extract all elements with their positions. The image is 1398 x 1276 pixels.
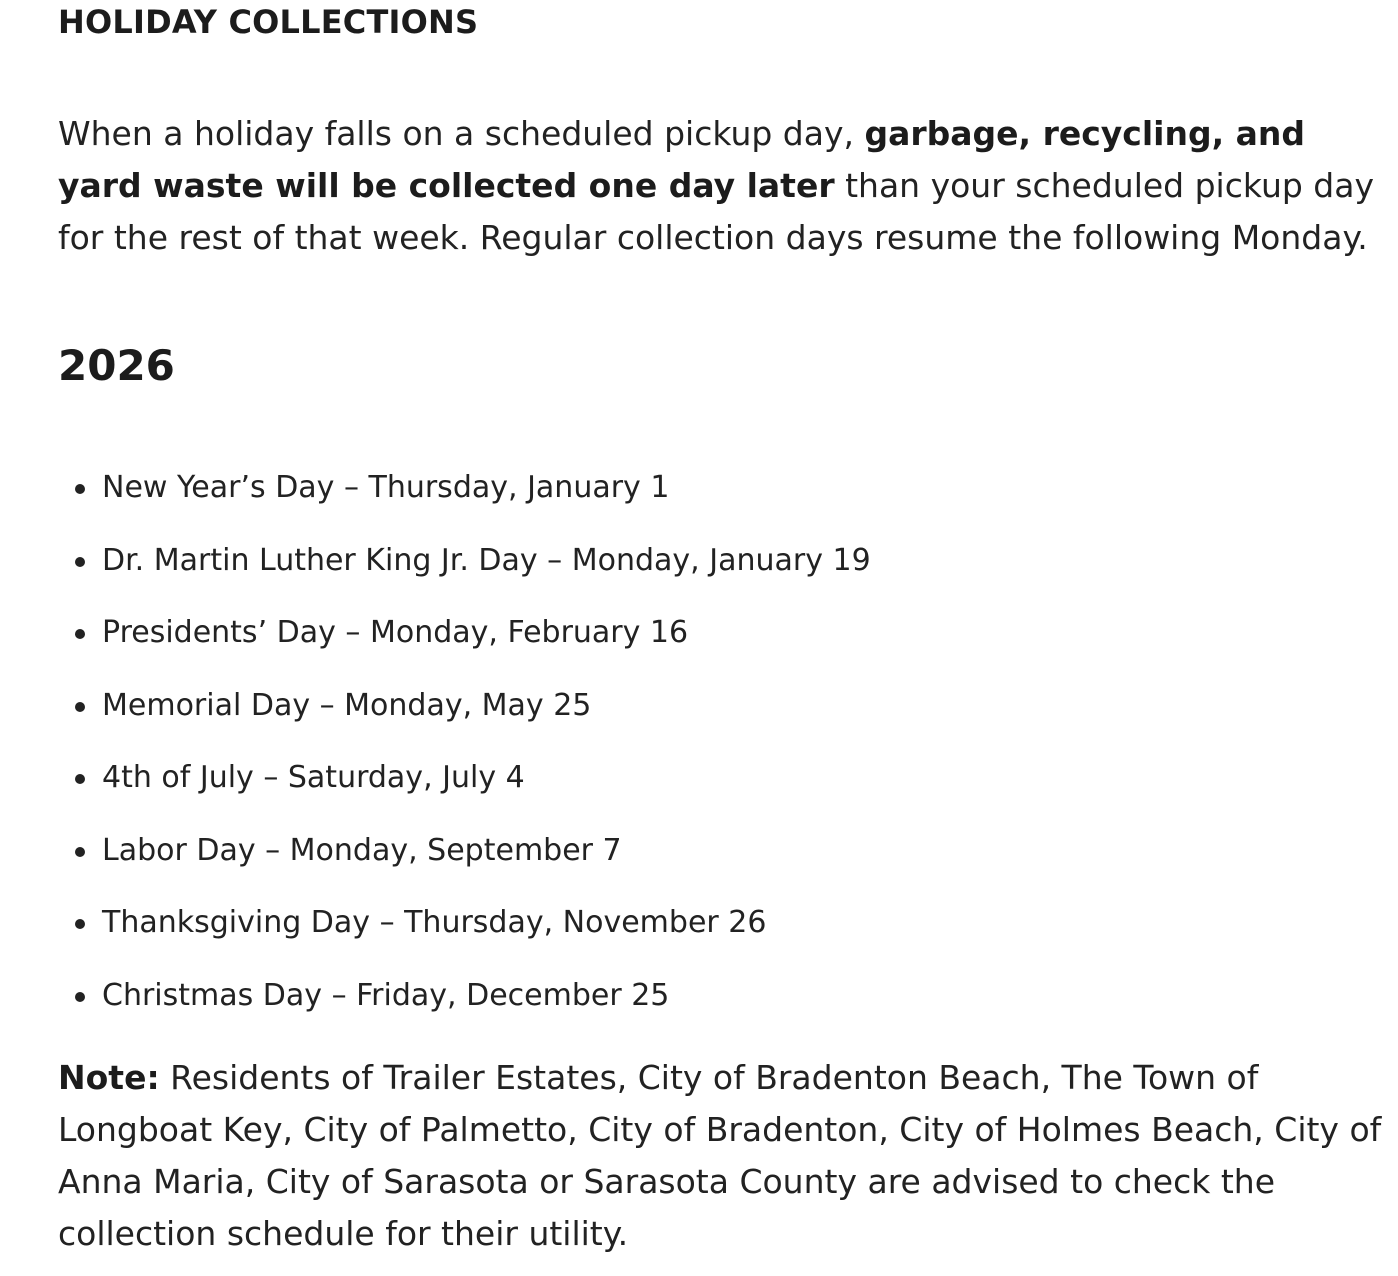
holiday-label: Christmas Day – Friday, December 25 — [102, 977, 670, 1013]
bullet-icon — [75, 992, 85, 1002]
list-item — [58, 976, 1388, 1016]
holiday-label: Thanksgiving Day – Thursday, November 26 — [102, 905, 767, 940]
intro-paragraph — [58, 108, 1388, 264]
list-item — [58, 468, 1388, 508]
holiday-label: 4th of July – Saturday, July 4 — [102, 760, 525, 795]
holiday-label: Memorial Day – Monday, May 25 — [102, 687, 592, 723]
holiday-collections-section — [58, 0, 1388, 1260]
bullet-icon — [75, 847, 85, 857]
bullet-icon — [75, 774, 85, 784]
holiday-label: Dr. Martin Luther King Jr. Day – Monday, January 19 — [102, 542, 871, 578]
intro-text-after: than your scheduled pickup day for the rest of that week. Regular collection days resume the following Monday. — [58, 166, 1375, 257]
list-item — [58, 831, 1388, 871]
bullet-icon — [75, 484, 85, 494]
intro-bold-text: garbage, recycling, and yard waste will be collected one day later — [58, 114, 1306, 205]
note-label: Note: — [58, 1057, 160, 1097]
bullet-icon — [75, 557, 85, 567]
holiday-label: Labor Day – Monday, September 7 — [102, 832, 622, 868]
holiday-list — [58, 468, 1388, 1016]
list-item — [58, 903, 1388, 943]
bullet-icon — [75, 702, 85, 712]
bullet-icon — [75, 629, 85, 639]
note-paragraph — [58, 1052, 1388, 1260]
section-title: HOLIDAY COLLECTIONS — [58, 3, 479, 41]
list-item — [58, 541, 1388, 581]
intro-text-before: When a holiday falls on a scheduled pickup day, — [58, 114, 865, 153]
holiday-label: New Year’s Day – Thursday, January 1 — [102, 470, 670, 505]
list-item — [58, 686, 1388, 726]
list-item — [58, 758, 1388, 798]
year-heading: 2026 — [58, 341, 175, 390]
list-item — [58, 613, 1388, 653]
note-text: Residents of Trailer Estates, City of Bradenton Beach, The Town of Longboat Key, City of Palmetto, City of Bradenton, City of Holmes Beach, City of Anna Maria, City of Sarasota or Sarasota County are advised to check the collection schedule for their utility. — [58, 1057, 1382, 1253]
holiday-label: Presidents’ Day – Monday, February 16 — [102, 615, 689, 650]
bullet-icon — [75, 919, 85, 929]
